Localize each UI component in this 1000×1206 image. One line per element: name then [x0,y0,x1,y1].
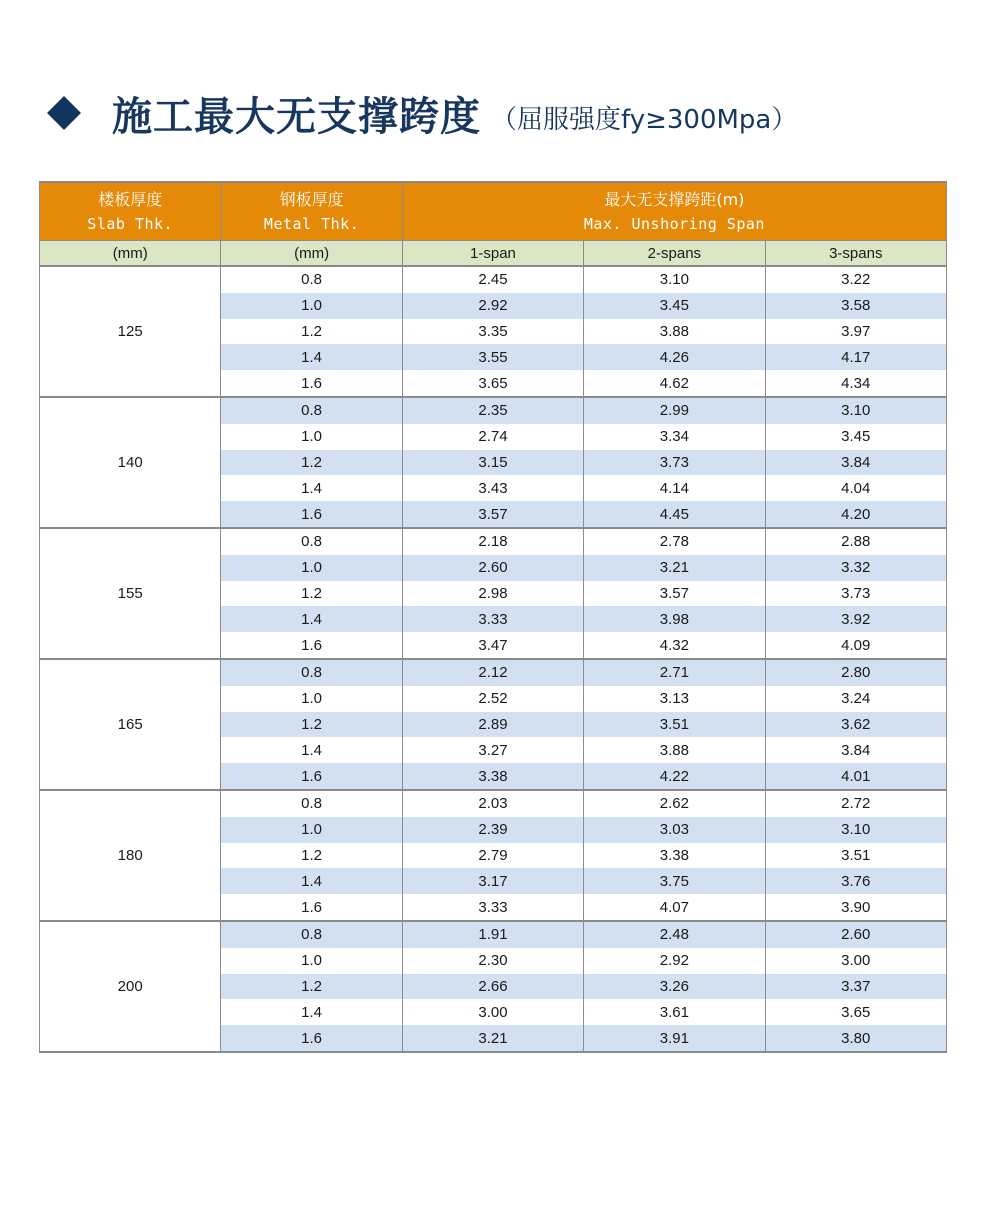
one-span-cell: 3.15 [402,450,583,476]
two-spans-cell: 2.99 [584,397,765,424]
metal-thickness-cell: 1.6 [221,763,402,790]
slab-thickness-header [40,182,221,241]
three-spans-cell: 3.24 [765,686,946,712]
two-spans-cell: 4.22 [584,763,765,790]
three-spans-cell: 3.97 [765,319,946,345]
one-span-cell: 3.55 [402,344,583,370]
metal-thickness-cell: 1.2 [221,450,402,476]
one-span-cell: 3.33 [402,894,583,921]
three-spans-cell: 4.17 [765,344,946,370]
one-span-cell: 1.91 [402,921,583,948]
metal-thickness-cell: 0.8 [221,659,402,686]
three-spans-cell: 4.34 [765,370,946,397]
one-span-cell: 3.35 [402,319,583,345]
metal-thickness-header-en: Metal Thk. [263,214,360,233]
three-spans-cell: 2.72 [765,790,946,817]
three-spans-cell: 3.76 [765,868,946,894]
metal-thickness-cell: 1.4 [221,737,402,763]
table-row [40,397,947,424]
metal-thickness-cell: 0.8 [221,921,402,948]
two-spans-cell: 3.21 [584,555,765,581]
metal-thickness-cell: 1.4 [221,475,402,501]
three-spans-cell: 3.58 [765,293,946,319]
three-spans-cell: 4.09 [765,632,946,659]
table-subheader-row [40,241,947,267]
three-spans-cell: 4.20 [765,501,946,528]
two-spans-cell: 3.26 [584,974,765,1000]
slab-thickness-cell: 140 [40,397,221,528]
two-spans-cell: 4.26 [584,344,765,370]
metal-thickness-cell: 1.0 [221,948,402,974]
one-span-cell: 2.12 [402,659,583,686]
three-spans-cell: 3.37 [765,974,946,1000]
metal-thickness-cell: 1.2 [221,712,402,738]
slab-thickness-cell: 165 [40,659,221,790]
one-span-cell: 2.66 [402,974,583,1000]
max-span-header-en: Max. Unshoring Span [583,214,765,233]
three-spans-cell: 3.00 [765,948,946,974]
three-spans-cell: 3.92 [765,606,946,632]
one-span-cell: 2.03 [402,790,583,817]
metal-unit-header: (mm) [221,241,402,267]
one-span-cell: 3.65 [402,370,583,397]
one-span-cell: 3.27 [402,737,583,763]
metal-thickness-cell: 0.8 [221,790,402,817]
two-spans-cell: 2.78 [584,528,765,555]
table-body [40,266,947,1052]
one-span-cell: 3.21 [402,1025,583,1052]
metal-thickness-cell: 1.6 [221,1025,402,1052]
two-spans-cell: 3.45 [584,293,765,319]
one-span-cell: 2.92 [402,293,583,319]
three-spans-cell: 2.80 [765,659,946,686]
three-spans-cell: 3.32 [765,555,946,581]
two-spans-cell: 4.62 [584,370,765,397]
table-header-row [40,182,947,241]
two-spans-cell: 4.32 [584,632,765,659]
two-spans-cell: 3.75 [584,868,765,894]
one-span-cell: 2.18 [402,528,583,555]
two-spans-cell: 2.71 [584,659,765,686]
metal-thickness-cell: 1.2 [221,974,402,1000]
three-spans-cell: 3.73 [765,581,946,607]
three-spans-cell: 3.80 [765,1025,946,1052]
one-span-cell: 2.60 [402,555,583,581]
page-subtitle: （屈服强度fy≥300Mpa） [491,104,798,135]
three-spans-cell: 4.04 [765,475,946,501]
metal-thickness-cell: 0.8 [221,266,402,293]
metal-thickness-cell: 1.0 [221,424,402,450]
metal-thickness-cell: 0.8 [221,397,402,424]
two-spans-cell: 4.07 [584,894,765,921]
one-span-cell: 2.39 [402,817,583,843]
three-spans-cell: 2.88 [765,528,946,555]
two-spans-cell: 3.10 [584,266,765,293]
three-spans-cell: 3.90 [765,894,946,921]
two-spans-cell: 3.61 [584,999,765,1025]
one-span-cell: 3.00 [402,999,583,1025]
table-row [40,528,947,555]
two-spans-cell: 3.57 [584,581,765,607]
one-span-cell: 3.57 [402,501,583,528]
one-span-header: 1-span [402,241,583,267]
metal-thickness-cell: 1.2 [221,843,402,869]
one-span-cell: 2.74 [402,424,583,450]
slab-thickness-cell: 200 [40,921,221,1052]
three-spans-cell: 3.22 [765,266,946,293]
one-span-cell: 2.30 [402,948,583,974]
one-span-cell: 2.79 [402,843,583,869]
slab-thickness-header-cn: 楼板厚度 [98,189,163,209]
metal-thickness-cell: 1.6 [221,370,402,397]
metal-thickness-header [221,182,402,241]
three-spans-cell: 3.84 [765,450,946,476]
one-span-cell: 3.47 [402,632,583,659]
metal-thickness-cell: 1.0 [221,686,402,712]
table-row [40,921,947,948]
metal-thickness-cell: 1.0 [221,817,402,843]
metal-thickness-cell: 1.6 [221,632,402,659]
three-spans-cell: 3.84 [765,737,946,763]
one-span-cell: 3.43 [402,475,583,501]
two-spans-cell: 3.88 [584,319,765,345]
one-span-cell: 3.38 [402,763,583,790]
max-span-header [402,182,946,241]
two-spans-cell: 3.98 [584,606,765,632]
three-spans-cell: 3.65 [765,999,946,1025]
three-spans-cell: 3.10 [765,817,946,843]
diamond-bullet-icon [47,96,81,130]
slab-unit-header: (mm) [40,241,221,267]
two-spans-cell: 3.34 [584,424,765,450]
two-spans-cell: 2.62 [584,790,765,817]
three-spans-header: 3-spans [765,241,946,267]
two-spans-cell: 3.51 [584,712,765,738]
two-spans-cell: 3.38 [584,843,765,869]
metal-thickness-cell: 1.4 [221,606,402,632]
max-span-header-cn: 最大无支撑跨距(m) [604,189,745,209]
two-spans-cell: 2.92 [584,948,765,974]
metal-thickness-cell: 1.2 [221,581,402,607]
slab-thickness-cell: 125 [40,266,221,397]
one-span-cell: 2.45 [402,266,583,293]
page-title-row [46,88,797,138]
table-row [40,659,947,686]
two-spans-cell: 3.73 [584,450,765,476]
two-spans-cell: 4.14 [584,475,765,501]
metal-thickness-cell: 1.6 [221,894,402,921]
slab-thickness-cell: 155 [40,528,221,659]
one-span-cell: 2.35 [402,397,583,424]
metal-thickness-cell: 0.8 [221,528,402,555]
two-spans-cell: 3.13 [584,686,765,712]
table-row [40,266,947,293]
one-span-cell: 2.52 [402,686,583,712]
one-span-cell: 3.17 [402,868,583,894]
three-spans-cell: 4.01 [765,763,946,790]
two-spans-cell: 3.03 [584,817,765,843]
metal-thickness-cell: 1.2 [221,319,402,345]
one-span-cell: 3.33 [402,606,583,632]
three-spans-cell: 3.62 [765,712,946,738]
two-spans-cell: 4.45 [584,501,765,528]
slab-thickness-cell: 180 [40,790,221,921]
metal-thickness-cell: 1.0 [221,293,402,319]
three-spans-cell: 3.51 [765,843,946,869]
two-spans-cell: 3.91 [584,1025,765,1052]
unshoring-span-table [39,181,947,1053]
three-spans-cell: 3.10 [765,397,946,424]
metal-thickness-cell: 1.0 [221,555,402,581]
two-spans-header: 2-spans [584,241,765,267]
slab-thickness-header-en: Slab Thk. [87,214,174,233]
page-title: 施工最大无支撑跨度 [112,93,481,140]
metal-thickness-cell: 1.6 [221,501,402,528]
table-row [40,790,947,817]
metal-thickness-cell: 1.4 [221,868,402,894]
three-spans-cell: 2.60 [765,921,946,948]
metal-thickness-header-cn: 钢板厚度 [279,189,344,209]
two-spans-cell: 2.48 [584,921,765,948]
three-spans-cell: 3.45 [765,424,946,450]
metal-thickness-cell: 1.4 [221,344,402,370]
two-spans-cell: 3.88 [584,737,765,763]
metal-thickness-cell: 1.4 [221,999,402,1025]
one-span-cell: 2.89 [402,712,583,738]
one-span-cell: 2.98 [402,581,583,607]
